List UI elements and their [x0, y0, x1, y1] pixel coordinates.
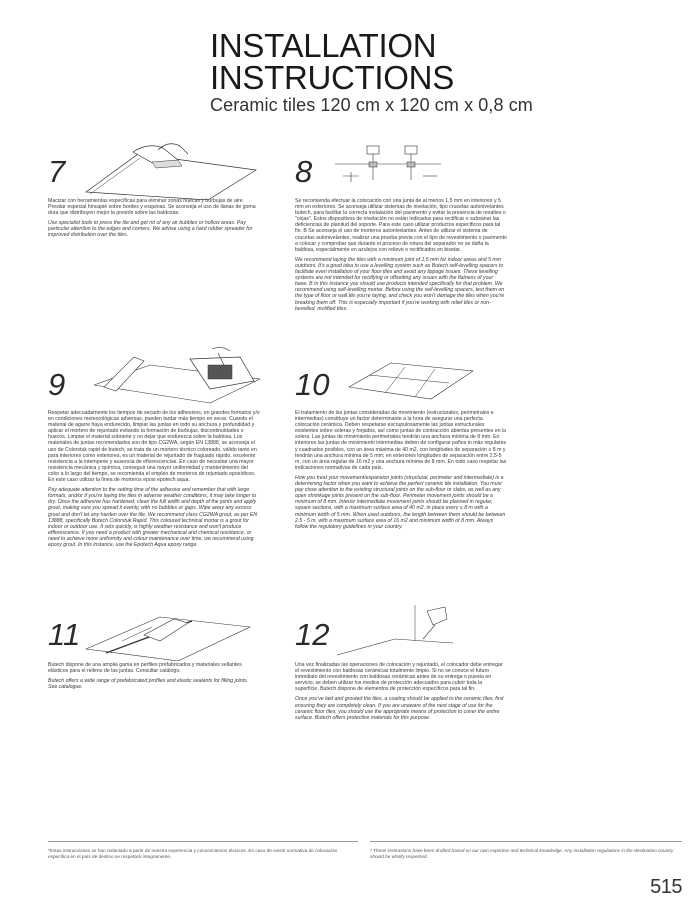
step-12-es: Una vez finalizadas las operaciones de colocación y rejuntado, el colocador debe entregar el revestimiento con baldosas cerámicas totalmente limpio. Si no se conoce el futuro inmediato del revestimiento con baldosas cerámicas antes de su entrega o puesta en servicio, se deben utilizar los medios de protección adecuados para cubrir toda la superficie. Butech dispone de elementos de protección específicos para tal fin. [295, 662, 503, 693]
footnote-es: *Estas instrucciones se han redactado a partir de nuestra experiencia y conocimientos técnicos. En caso de existir normativa de colocación específica en el país de destino se respetará íntegramente. [48, 848, 338, 859]
footnote-rule-left [48, 841, 358, 842]
footnote-en: * These instructions have been drafted based on our own expertise and technical knowledge. Any installation regulations in the destination country should be wholly respected. [370, 848, 674, 859]
title-line-1: INSTALLATION [210, 27, 437, 64]
step-10-number: 10 [295, 367, 330, 402]
step-12-en: Once you've laid and grouted the tiles, a coating should be applied to the ceramic tiles, first ensuring they are completely clean. If you are unaware of the next stage of use for the ceramic floor tiles, you should use the appropriate means of protection to cover the entire surface. Butech offers protective materials for this purpose. [295, 696, 504, 721]
step-9-illustration [90, 345, 260, 405]
step-12-illustration [335, 605, 455, 661]
page-subtitle: Ceramic tiles 120 cm x 120 cm x 0,8 cm [210, 95, 533, 115]
step-9 [48, 345, 260, 615]
step-12-number: 12 [295, 617, 330, 652]
step-11-en: Butech offers a wide range of prefabricated profiles and elastic sealants for filling joints. See catalogue. [48, 678, 249, 691]
step-8-es: Se recomienda efectuar la colocación con una junta de al menos 1,5 mm en interiores y 5 mm en exteriores. Se aconseja utilizar sistemas de nivelación, tipo crucetas autonivelantes butech, para facilitar la correcta instalación del pavimento y evitar la presencia de resaltes o "cejas". Estos dispositivos de nivelación no están indicados para rectificar o subsanar las deficiencias de planitud del soporte. Para este caso utilizar productos específicos para tal fin. B Se aconseja el uso de morteros autonivelantes. Antes de utilizar el sistema de crucetas autonivelantes, realizar una prueba previa con el tipo de revestimiento o pavimento a colocar y comprobar que durante el proceso de rotura del separador no se daña la baldosa, especialmente en azulejos con relieve o rectificados en bisetar. [295, 198, 507, 253]
step-7-number: 7 [48, 154, 66, 189]
step-12-text [295, 662, 507, 725]
page-number: 515 [650, 876, 682, 898]
step-10 [295, 345, 507, 615]
step-8-text [295, 198, 507, 316]
footnote-rule-right [370, 841, 682, 842]
title-line-2: INSTRUCTIONS [210, 59, 454, 96]
step-7 [48, 140, 260, 280]
step-7-es: Macizar con herramientas específicas para eliminar zonas huecas y burbujas de aire. Presitar especial hincapié sobre bordes y esquinas. Se aconseja el uso de llanas de goma dura que distribuyen mejor la presión sobre las baldosas. [48, 198, 256, 217]
step-9-text [48, 410, 260, 552]
step-11-illustration [82, 605, 252, 661]
step-10-illustration [345, 349, 475, 405]
step-10-en: How you treat your movement/expansion joints (structural, perimeter and intermediate) is a determining factor when you want to achieve the perfect ceramic tile installation. You must pay close attention to the existing structural joints on the sub-floor or slabs, as well as any open shrinkage joints present on the sub-floor. Perimeter movement joints should be a minimum of 8 mm. Interior intermediate movement joints should be planned in regular, square sections, with a maximum surface area of 40 m2, in place every ≤ 8 m with a minimum width of 5 mm. When used outdoors, the length between them should be between 2.5 - 5 m, with a maximum surface area of 16 m2 and minimum width of 8 mm. Always follow the regulatory guidelines in your country. [295, 474, 506, 530]
step-8-illustration [333, 140, 443, 188]
step-8-number: 8 [295, 154, 313, 189]
step-11-es: Butech dispone de una amplia gama en perfiles prefabricados y materiales sellantes elásticos para el relleno de las juntas. Consultar catálogo. [48, 662, 242, 675]
step-8-en: We recommend laying the tiles with a minimum joint of 1.5 mm for indoor areas and 5 mm outdoors. It's a good idea to use a levelling system such as Butech self-levelling spacers to facilitate even installation of your floor tiles and avoid any lippage issues. These levelling systems are not intended for rectifying or offsetting any issues with the flatness of your base. B In this instance you should use products intended specifically for that problem. We recommend using self-levelling mortar. Before using the self-levelling spacers, test them on the type of floor or wall tile you're laying, and check you won't damage the tiles when you're breaking them off. This is especially important if you're working with relief tiles or non-bevelled, rectified tiles. [295, 256, 505, 312]
step-9-number: 9 [48, 367, 66, 402]
step-9-es: Respetar adecuadamente los tiempos de secado de los adhesivos, en grandes formatos y/o en condiciones meteorológicas adversas, pueden tardar más tiempo en secar. Cuando el material de agarre haya endurecido, limpiar las juntas en todo su anchura y profundidad y aplicar el mortero de rejuntado evitando la formación de burbujas, discontinuidades o huecos. Limpiar el material sobrante y no dejar que endurezca sobre la baldosa. Los materiales de juntas recomendados son de tipo CG2WA, según EN 13888, se aconseja el uso de Colorstuk rapid de butech, se trata de un mortero técnico coloreado, válido tanto en para interiores como exteriores, es un material de rejuntado de fraguado rápido, excelente resistencia a la intemperie y ausencia de eflorescencias. En caso de necesitar una mayor resistencia mecánica y química, conseguir una mayor uniformidad y mantenimiento del color a lo largo del tiempo, se recomienda el empleo de morteros de rejuntado epoxídicos. En este caso utilizar la línea de morteros epoxi epotech aqua. [48, 410, 260, 484]
step-8 [295, 140, 507, 350]
step-10-es: El tratamiento de las juntas consideradas de movimiento (estructurales, perimetrales e intermedias) constituye un factor determinante a la hora de asegurar una perfecta colocación cerámica. Deben respetarse escrupulosamente las juntas estructurales existentes sobre soleras y forjados, así como juntas de contracción abiertas presentes en la solera. Las juntas de movimiento perimetrales tendrán una anchura mínima de 8 mm. En interiores las juntas de movimiento intermedias deben de configurar paños in más regulares y cuadrados posibles, con un área máxima de 40 m2, con longitudes de separación ≤ 8 m y tendrán una anchura mínima de 5 mm; en exteriores longitudes de separación entre 2,5-5 m, con un área regular de 16 m2 y una anchura mínima de 8 mm. En todo caso respetar las indicaciones normativas de cada país. [295, 410, 507, 471]
step-9-en: Pay adequate attention to the setting time of the adhesive and remember that with large formats, and/or if you're laying the tiles in adverse weather conditions, it may take longer to dry. Once the adhesive has hardened, clean the full width and depth of the joints and apply grout, making sure you spread it evenly, with no bubbles or gaps. Wipe away any excess grout and don't let any harden over the tile. We recommend class CG2WA grout, as per EN 13888, specifically Butech Colorstuk Rapid. This coloured technical mortar is a grout for indoor or outdoor use. It sets quickly, is highly weather resistance and won't produce efflorescence. If you need a product with greater mechanical and chemical resistance, or need to achieve more uniformity and colour maintenance over time, we recommend using epoxy grout. In this instance, use the Epotech Aqua epoxy range. [48, 487, 258, 548]
page-title [210, 27, 454, 96]
step-7-text [48, 198, 258, 243]
step-7-en: Use specialist tools to press the tile and get rid of any air bubbles or hollow areas. Pay particular attention to the edges and corners. We advise using a hard rubber spreader for improved distribution over the tiles. [48, 220, 253, 239]
step-11 [48, 605, 260, 715]
step-11-number: 11 [48, 617, 81, 652]
step-12 [295, 605, 507, 755]
step-7-illustration [78, 140, 258, 200]
step-11-text [48, 662, 258, 694]
step-10-text [295, 410, 507, 534]
